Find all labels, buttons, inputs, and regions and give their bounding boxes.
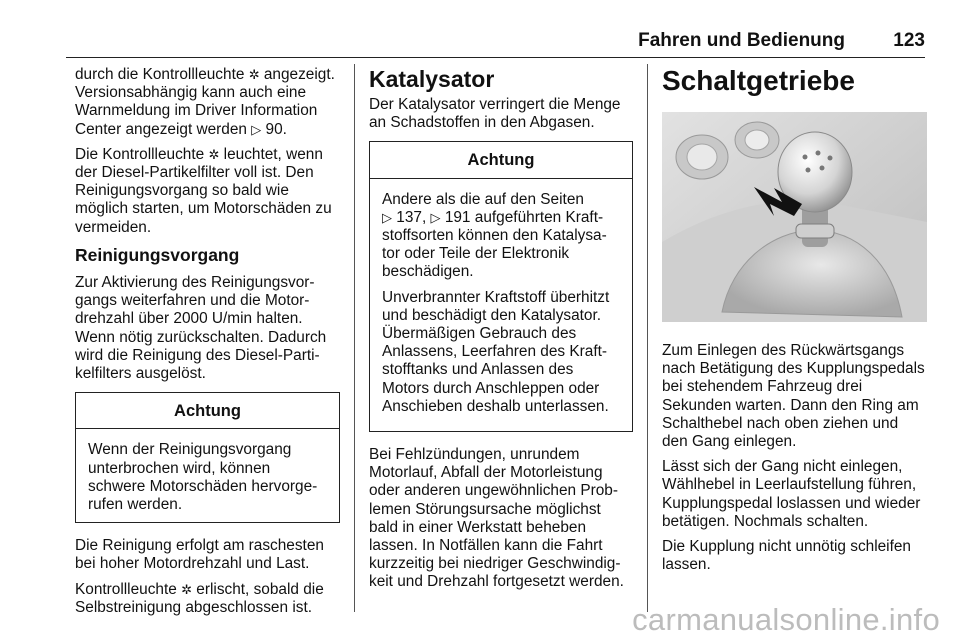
paragraph: Kontrollleuchte ✲ erlischt, sobald die Selbstreinigung abgeschlossen ist. <box>75 580 324 616</box>
paragraph: Die Kupplung nicht unnötig schleifen lassen. <box>662 538 911 574</box>
column-2 <box>369 66 633 599</box>
warning-text: Unverbrannter Kraftstoff überhitzt und beschädigt den Katalysator. Übermäßigen Gebrauch des Anlassens, Leerfahren des Kraftstofftanks und Anlassen des Motors durch Anschleppen oder Anschieben deshalb unterlassen. <box>382 288 610 415</box>
page-reference-icon: ▷ <box>251 121 262 137</box>
paragraph: Zur Aktivierung des Reinigungsvorgangs weiterfahren und die Motordrehzahl über 2000 U/min halten. Wenn nötig zurückschalten. Dadurch wird die Reinigung des Diesel-Partikelfilters ausgelöst. <box>75 274 327 383</box>
column-divider <box>354 64 355 612</box>
page-reference[interactable]: 137, <box>396 208 427 226</box>
warning-box <box>369 141 633 432</box>
column-divider <box>647 64 648 612</box>
heading-gearbox: Schaltgetriebe <box>662 65 855 96</box>
paragraph: Zum Einlegen des Rückwärtsgangs nach Betätigung des Kupplungspedals bei stehendem Fahrzeug drei Sekunden warten. Dann den Ring am Schalthebel nach oben ziehen und den Gang einlegen. <box>662 342 925 451</box>
section-title: Fahren und Bedienung <box>638 30 845 51</box>
gear-lever-illustration <box>662 112 927 322</box>
page-reference[interactable]: 191 <box>444 208 471 226</box>
watermark: carmanualsonline.info <box>632 602 940 637</box>
column-3 <box>662 66 926 581</box>
warning-title: Achtung <box>370 142 632 178</box>
subheading-cleaning: Reinigungsvorgang <box>75 244 240 265</box>
page-reference[interactable]: 90. <box>265 120 287 138</box>
dpf-lamp-icon: ✲ <box>248 67 260 82</box>
warning-box <box>75 392 340 523</box>
heading-catalyst: Katalysator <box>369 66 495 92</box>
page-reference-icon: ▷ <box>430 209 441 225</box>
warning-body <box>370 179 632 431</box>
paragraph: Der Katalysator verringert die Menge an Schadstoffen in den Abgasen. <box>369 96 621 132</box>
paragraph: Bei Fehlzündungen, unrundem Motorlauf, Abfall der Motorleistung oder anderen ungewöhnlichen Problemen Störungsursache möglichst bald in einer Werkstatt beheben lassen. In Notfällen kann die Fahrt kurzzeitig bei niedriger Geschwindigkeit und Drehzahl fortgesetzt werden. <box>369 446 624 591</box>
paragraph: Die Reinigung erfolgt am raschesten bei hoher Motordrehzahl und Last. <box>75 537 324 573</box>
paragraph: Die Kontrollleuchte ✲ leuchtet, wenn der Diesel-Partikelfilter voll ist. Den Reinigungsvorgang so bald wie möglich starten, um Motorschäden zu vermeiden. <box>75 145 332 236</box>
paragraph: Lässt sich der Gang nicht einlegen, Wählhebel in Leerlaufstellung führen, Kupplungspedal loslassen und wieder betätigen. Nochmals schalten. <box>662 458 921 530</box>
warning-text: Wenn der Reinigungsvorgang unterbrochen wird, können schwere Motorschäden hervorgerufen werden. <box>88 441 318 514</box>
page-header <box>66 27 925 58</box>
warning-text: Andere als die auf den Seiten ▷ 137, ▷ 191 aufgeführten Kraftstoffsorten können den Katalysator oder Teile der Elektronik beschädigen. <box>382 190 607 281</box>
page-number: 123 <box>893 30 925 51</box>
column-1 <box>75 66 340 624</box>
paragraph: durch die Kontrollleuchte ✲ angezeigt. Versionsabhängig kann auch eine Warnmeldung im Driver Information Center angezeigt werden ▷ 90. <box>75 66 335 138</box>
page-reference-icon: ▷ <box>382 209 392 225</box>
dpf-lamp-icon: ✲ <box>181 581 193 597</box>
dpf-lamp-icon: ✲ <box>208 146 220 162</box>
warning-title: Achtung <box>76 393 339 429</box>
